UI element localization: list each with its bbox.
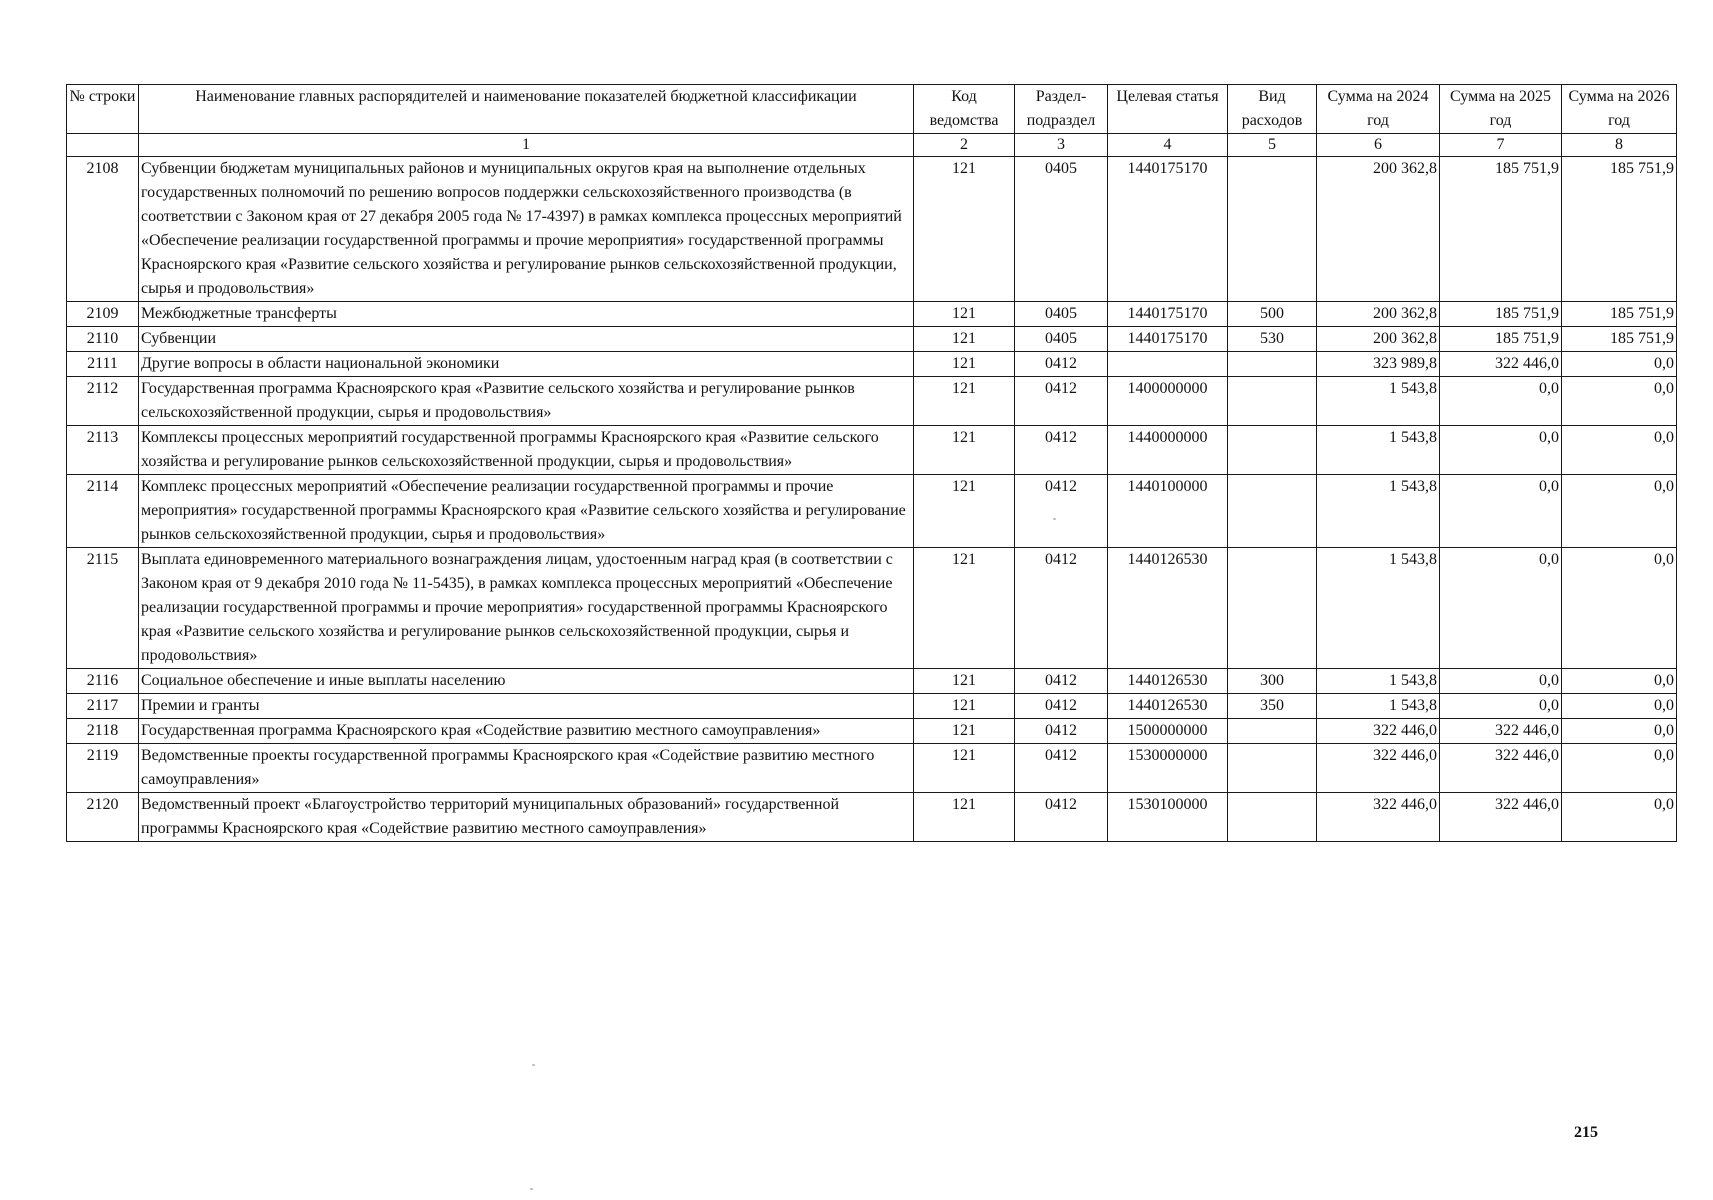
row-target: 1500000000 [1108, 719, 1228, 744]
row-number: 2117 [67, 694, 139, 719]
table-row [67, 793, 1677, 842]
row-target: 1440126530 [1108, 669, 1228, 694]
scan-speck [1053, 518, 1056, 520]
row-sum-2026: 185 751,9 [1562, 302, 1677, 327]
row-sum-2024: 1 543,8 [1317, 694, 1440, 719]
row-name: Государственная программа Красноярского края «Развитие сельского хозяйства и регулирование рынков сельскохозяйственной продукции, сырья и продовольствия» [139, 377, 914, 426]
row-sum-2025: 185 751,9 [1440, 157, 1562, 302]
row-exp-type [1228, 377, 1317, 426]
row-sum-2024: 1 543,8 [1317, 669, 1440, 694]
row-name: Межбюджетные трансферты [139, 302, 914, 327]
row-sum-2025: 0,0 [1440, 548, 1562, 669]
table-row [67, 327, 1677, 352]
row-number: 2115 [67, 548, 139, 669]
header-row [67, 85, 1677, 134]
row-section: 0412 [1015, 793, 1108, 842]
row-number: 2118 [67, 719, 139, 744]
row-exp-type: 350 [1228, 694, 1317, 719]
table-header [67, 85, 1677, 157]
budget-table [66, 84, 1677, 842]
row-exp-type [1228, 475, 1317, 548]
row-name: Комплексы процессных мероприятий государственной программы Красноярского края «Развитие сельского хозяйства и регулирование рынков сельскохозяйственной продукции, сырья и продовольствия» [139, 426, 914, 475]
table-row [67, 475, 1677, 548]
row-target: 1530000000 [1108, 744, 1228, 793]
table-row [67, 302, 1677, 327]
header-row-no: № строки [67, 85, 139, 134]
row-sum-2025: 322 446,0 [1440, 744, 1562, 793]
row-sum-2025: 322 446,0 [1440, 719, 1562, 744]
col-index: 2 [914, 134, 1015, 157]
row-dept-code: 121 [914, 157, 1015, 302]
row-section: 0405 [1015, 157, 1108, 302]
row-sum-2025: 0,0 [1440, 377, 1562, 426]
row-section: 0412 [1015, 694, 1108, 719]
row-dept-code: 121 [914, 475, 1015, 548]
row-exp-type [1228, 744, 1317, 793]
row-number: 2114 [67, 475, 139, 548]
table-row [67, 548, 1677, 669]
row-name: Социальное обеспечение и иные выплаты населению [139, 669, 914, 694]
row-exp-type [1228, 793, 1317, 842]
table-row [67, 352, 1677, 377]
row-sum-2026: 0,0 [1562, 793, 1677, 842]
row-sum-2024: 1 543,8 [1317, 377, 1440, 426]
col-index: 7 [1440, 134, 1562, 157]
col-index: 4 [1108, 134, 1228, 157]
col-index: 3 [1015, 134, 1108, 157]
row-name: Комплекс процессных мероприятий «Обеспечение реализации государственной программы и прочие мероприятия» государственной программы Красноярского края «Развитие сельского хозяйства и регулирование рынков сельскохозяйственной продукции, сырья и продовольствия» [139, 475, 914, 548]
row-dept-code: 121 [914, 694, 1015, 719]
row-section: 0405 [1015, 302, 1108, 327]
table-row [67, 744, 1677, 793]
row-section: 0412 [1015, 719, 1108, 744]
table-row [67, 157, 1677, 302]
col-index: 6 [1317, 134, 1440, 157]
header-target: Целевая статья [1108, 85, 1228, 134]
row-section: 0412 [1015, 426, 1108, 475]
row-section: 0405 [1015, 327, 1108, 352]
row-target: 1400000000 [1108, 377, 1228, 426]
row-exp-type [1228, 352, 1317, 377]
row-exp-type [1228, 426, 1317, 475]
row-sum-2024: 322 446,0 [1317, 744, 1440, 793]
table-row [67, 719, 1677, 744]
row-sum-2026: 0,0 [1562, 352, 1677, 377]
table-row [67, 694, 1677, 719]
row-number: 2112 [67, 377, 139, 426]
row-sum-2024: 1 543,8 [1317, 548, 1440, 669]
row-target: 1440175170 [1108, 302, 1228, 327]
row-section: 0412 [1015, 669, 1108, 694]
row-exp-type: 530 [1228, 327, 1317, 352]
row-sum-2025: 0,0 [1440, 475, 1562, 548]
row-sum-2026: 0,0 [1562, 669, 1677, 694]
row-dept-code: 121 [914, 377, 1015, 426]
table-row [67, 377, 1677, 426]
row-name: Государственная программа Красноярского края «Содействие развитию местного самоуправления» [139, 719, 914, 744]
row-exp-type: 500 [1228, 302, 1317, 327]
row-sum-2025: 0,0 [1440, 426, 1562, 475]
row-exp-type [1228, 548, 1317, 669]
row-section: 0412 [1015, 475, 1108, 548]
row-target: 1440175170 [1108, 327, 1228, 352]
col-index: 5 [1228, 134, 1317, 157]
row-name: Выплата единовременного материального вознаграждения лицам, удостоенным наград края (в соответствии с Законом края от 9 декабря 2010 года № 11-5435), в рамках комплекса процессных мероприятий «Обеспечение реализации государственной программы и прочие мероприятия» государственной программы Красноярского края «Развитие сельского хозяйства и регулирование рынков сельскохозяйственной продукции, сырья и продовольствия» [139, 548, 914, 669]
row-number: 2109 [67, 302, 139, 327]
page-number: 215 [1574, 1124, 1598, 1141]
header-exp-type: Вид расходов [1228, 85, 1317, 134]
row-target: 1440100000 [1108, 475, 1228, 548]
row-sum-2025: 185 751,9 [1440, 327, 1562, 352]
row-sum-2024: 1 543,8 [1317, 475, 1440, 548]
row-sum-2025: 185 751,9 [1440, 302, 1562, 327]
table-body [67, 157, 1677, 842]
row-target: 1440126530 [1108, 548, 1228, 669]
row-sum-2026: 0,0 [1562, 426, 1677, 475]
row-sum-2025: 0,0 [1440, 669, 1562, 694]
header-dept-code: Код ведомства [914, 85, 1015, 134]
header-sum-2025: Сумма на 2025 год [1440, 85, 1562, 134]
row-sum-2026: 0,0 [1562, 744, 1677, 793]
row-name: Ведомственные проекты государственной программы Красноярского края «Содействие развитию местного самоуправления» [139, 744, 914, 793]
row-dept-code: 121 [914, 793, 1015, 842]
row-sum-2026: 0,0 [1562, 719, 1677, 744]
row-exp-type [1228, 719, 1317, 744]
col-index: 1 [139, 134, 914, 157]
table-row [67, 669, 1677, 694]
row-number: 2119 [67, 744, 139, 793]
row-exp-type: 300 [1228, 669, 1317, 694]
row-name: Премии и гранты [139, 694, 914, 719]
scan-speck [532, 1064, 535, 1066]
header-name: Наименование главных распорядителей и наименование показателей бюджетной классификации [139, 85, 914, 134]
row-sum-2024: 322 446,0 [1317, 793, 1440, 842]
column-index-row [67, 134, 1677, 157]
row-name: Ведомственный проект «Благоустройство территорий муниципальных образований» государственной программы Красноярского края «Содействие развитию местного самоуправления» [139, 793, 914, 842]
row-section: 0412 [1015, 377, 1108, 426]
row-dept-code: 121 [914, 426, 1015, 475]
scan-speck [530, 1188, 533, 1190]
row-sum-2026: 0,0 [1562, 475, 1677, 548]
row-name: Субвенции [139, 327, 914, 352]
row-dept-code: 121 [914, 719, 1015, 744]
col-index: 8 [1562, 134, 1677, 157]
row-name: Другие вопросы в области национальной экономики [139, 352, 914, 377]
row-sum-2026: 185 751,9 [1562, 327, 1677, 352]
row-exp-type [1228, 157, 1317, 302]
row-sum-2024: 323 989,8 [1317, 352, 1440, 377]
row-section: 0412 [1015, 744, 1108, 793]
row-dept-code: 121 [914, 744, 1015, 793]
row-dept-code: 121 [914, 548, 1015, 669]
row-target: 1530100000 [1108, 793, 1228, 842]
header-sum-2026: Сумма на 2026 год [1562, 85, 1677, 134]
row-section: 0412 [1015, 548, 1108, 669]
row-target: 1440000000 [1108, 426, 1228, 475]
row-target [1108, 352, 1228, 377]
row-target: 1440175170 [1108, 157, 1228, 302]
header-sum-2024: Сумма на 2024 год [1317, 85, 1440, 134]
row-sum-2024: 1 543,8 [1317, 426, 1440, 475]
row-number: 2110 [67, 327, 139, 352]
row-number: 2108 [67, 157, 139, 302]
row-sum-2024: 200 362,8 [1317, 157, 1440, 302]
row-dept-code: 121 [914, 302, 1015, 327]
row-sum-2026: 0,0 [1562, 377, 1677, 426]
row-number: 2111 [67, 352, 139, 377]
row-sum-2024: 322 446,0 [1317, 719, 1440, 744]
row-sum-2026: 0,0 [1562, 694, 1677, 719]
row-dept-code: 121 [914, 327, 1015, 352]
row-sum-2026: 185 751,9 [1562, 157, 1677, 302]
table-row [67, 426, 1677, 475]
header-section: Раздел-подраздел [1015, 85, 1108, 134]
row-sum-2026: 0,0 [1562, 548, 1677, 669]
row-number: 2116 [67, 669, 139, 694]
row-number: 2113 [67, 426, 139, 475]
row-sum-2024: 200 362,8 [1317, 327, 1440, 352]
row-dept-code: 121 [914, 352, 1015, 377]
row-target: 1440126530 [1108, 694, 1228, 719]
row-number: 2120 [67, 793, 139, 842]
row-sum-2025: 322 446,0 [1440, 793, 1562, 842]
row-dept-code: 121 [914, 669, 1015, 694]
row-section: 0412 [1015, 352, 1108, 377]
row-sum-2025: 322 446,0 [1440, 352, 1562, 377]
row-sum-2024: 200 362,8 [1317, 302, 1440, 327]
row-sum-2025: 0,0 [1440, 694, 1562, 719]
col-index [67, 134, 139, 157]
row-name: Субвенции бюджетам муниципальных районов и муниципальных округов края на выполнение отдельных государственных полномочий по решению вопросов поддержки сельскохозяйственного производства (в соответствии с Законом края от 27 декабря 2005 года № 17-4397) в рамках комплекса процессных мероприятий «Обеспечение реализации государственной программы и прочие мероприятия» государственной программы Красноярского края «Развитие сельского хозяйства и регулирование рынков сельскохозяйственной продукции, сырья и продовольствия» [139, 157, 914, 302]
